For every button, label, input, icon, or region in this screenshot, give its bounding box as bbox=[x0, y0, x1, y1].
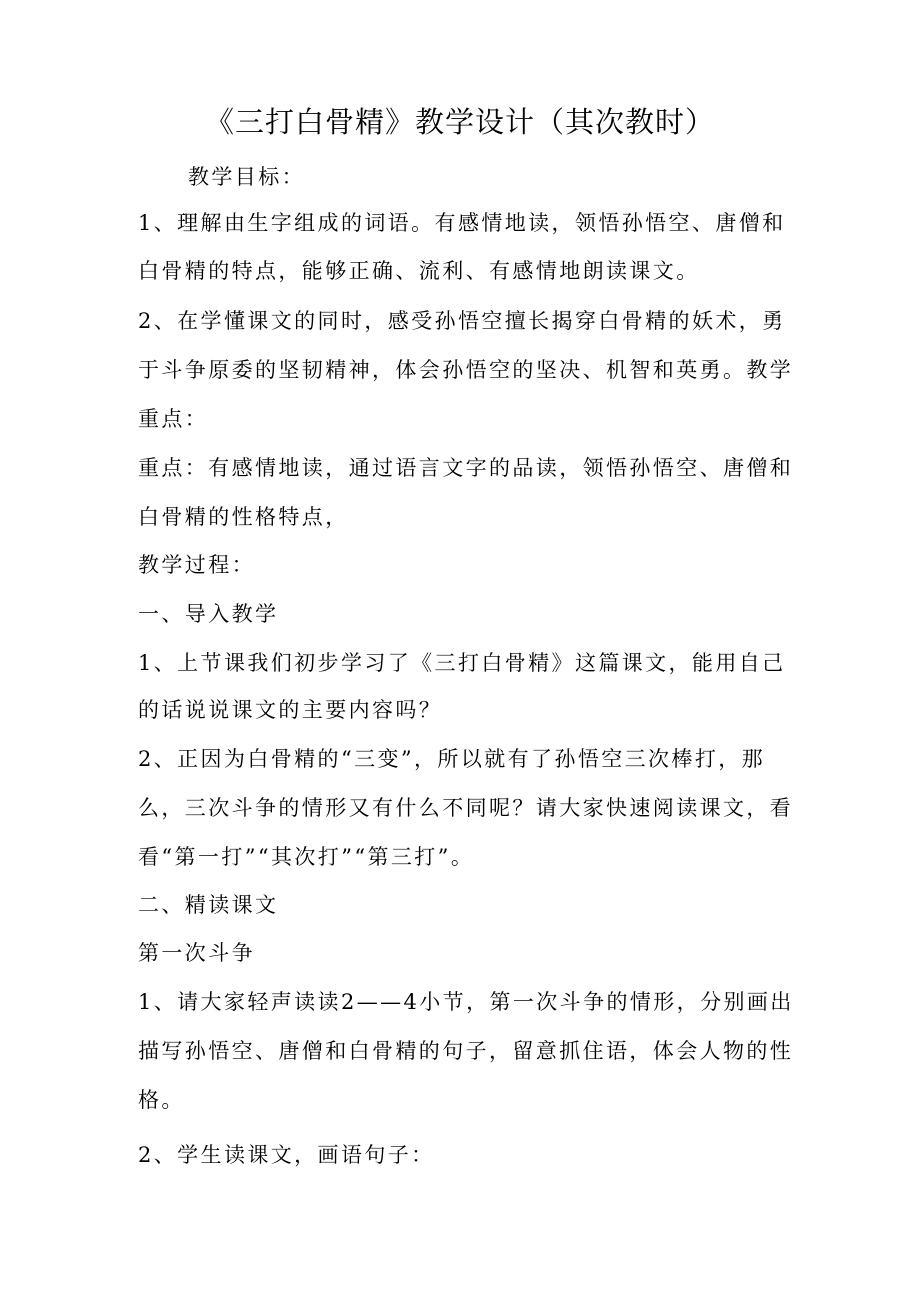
text-line: 于斗争原委的坚韧精神，体会孙悟空的坚决、机智和英勇。教学 bbox=[138, 358, 794, 382]
text-line: 重点： bbox=[138, 407, 209, 431]
text-line: 看“第一打”“其次打”“第三打”。 bbox=[138, 845, 475, 869]
text-line: 2、正因为白骨精的“三变”，所以就有了孙悟空三次棒打，那 bbox=[138, 747, 766, 771]
text-line: 1、理解由生字组成的词语。有感情地读，领悟孙悟空、唐僧和 bbox=[138, 211, 786, 235]
text-line: 1、请大家轻声读读2——4小节，第一次斗争的情形，分别画出 bbox=[138, 990, 794, 1014]
text-line: 白骨精的特点，能够正确、流利、有感情地朗读课文。 bbox=[138, 259, 700, 283]
text-line: 白骨精的性格特点， bbox=[138, 505, 349, 529]
text-line: 2、在学懂课文的同时，感受孙悟空擅长揭穿白骨精的妖术，勇 bbox=[138, 309, 786, 333]
text-line: 1、上节课我们初步学习了《三打白骨精》这篇课文，能用自己 bbox=[138, 651, 786, 675]
text-line: 重点：有感情地读，通过语言文字的品读，领悟孙悟空、唐僧和 bbox=[138, 456, 794, 480]
subsection-heading: 第一次斗争 bbox=[138, 941, 255, 965]
document-title: 《三打白骨精》教学设计（其次教时） bbox=[204, 105, 715, 139]
section-heading: 二、精读课文 bbox=[138, 893, 279, 917]
text-line: 教学过程： bbox=[138, 553, 255, 577]
text-line: 一、导入教学 bbox=[138, 602, 279, 626]
text-line: 么，三次斗争的情形又有什么不同呢？请大家快速阅读课文，看 bbox=[138, 796, 794, 820]
text-line: 2、学生读课文，画语句子： bbox=[138, 1143, 435, 1167]
text-line: 格。 bbox=[138, 1088, 185, 1112]
text-line: 教学目标： bbox=[188, 165, 305, 189]
text-line: 描写孙悟空、唐僧和白骨精的句子，留意抓住语，体会人物的性 bbox=[138, 1039, 794, 1063]
text-line: 的话说说课文的主要内容吗？ bbox=[138, 698, 443, 722]
